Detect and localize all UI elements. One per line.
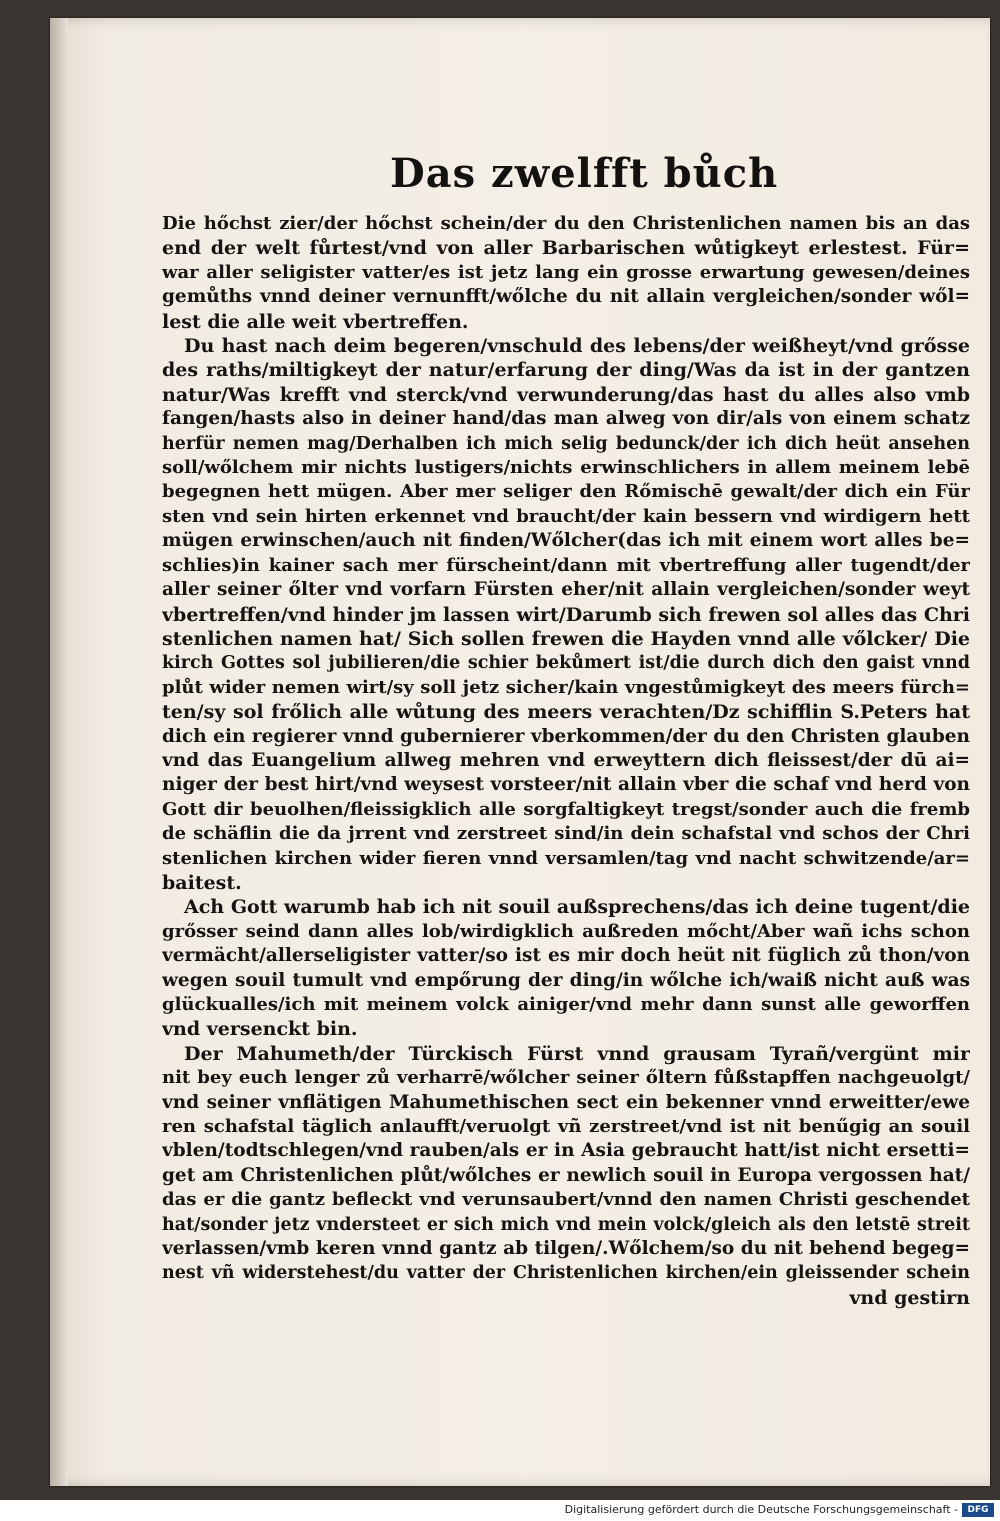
- text-line: mügen erwinschen/auch nit finden/Wőlcher(das ich mit einem wort alles be=: [162, 530, 970, 552]
- text-line: nest vñ widerstehest/du vatter der Christenlichen kirchen/ein gleissender schein: [162, 1263, 970, 1284]
- text-line: soll/wőlchem mir nichts lustigers/nichts erwinschlichers in allem meinem lebē: [162, 457, 970, 479]
- text-line: de schäflin die da jrrent vnd zerstreet sind/in dein schafstal vnd schos der Chri: [162, 823, 970, 845]
- footer-bar: [0, 1500, 1000, 1521]
- text-line: Du hast nach deim begeren/vnschuld des lebens/der weißheyt/vnd grősse: [184, 335, 970, 358]
- text-line: des raths/miltigkeyt der natur/erfarung der ding/Was da ist in der gantzen: [162, 359, 970, 382]
- text-line: hat/sonder jetz vndersteet er sich mich vnd mein volck/gleich als den letstē streit: [162, 1214, 970, 1235]
- text-line: vnd das Euangelium allweg mehren vnd erweyttern dich fleissest/der dū ai=: [162, 749, 970, 771]
- text-line: niger der best hirt/vnd weysest vorsteer/nit allain vber die schaf vnd herd von: [162, 774, 970, 796]
- text-line: schlies)in kainer sach mer fürscheint/dann mit vbertreffung aller tugendt/der: [162, 554, 970, 576]
- text-line: lest die alle weit vbertreffen.: [162, 310, 469, 333]
- text-line: vermächt/allerseligister vatter/so ist es mir doch heüt nit füglich zů thon/von: [162, 945, 970, 967]
- text-line: stenlichen kirchen wider fieren vnnd versamlen/tag vnd nacht schwitzende/ar=: [162, 847, 970, 869]
- text-line: sten vnd sein hirten erkennet vnd braucht/der kain bessern vnd wirdigern hett: [162, 505, 970, 527]
- text-line: end der welt fůrtest/vnd von aller Barbarischen wůtigkeyt erlestest. Für=: [162, 237, 970, 260]
- page-title: Das zwelfft bůch: [390, 150, 779, 197]
- text-line: glückualles/ich mit meinem volck ainiger/vnd mehr dann sunst alle geworffen: [162, 994, 970, 1015]
- text-line: begegnen hett mügen. Aber mer seliger den Rőmischē gewalt/der dich ein Für: [162, 481, 970, 503]
- text-line: ten/sy sol frőlich alle wůtung des meers verachten/Dz schifflin S.Peters hat: [162, 701, 970, 724]
- text-line: vblen/todtschlegen/vnd rauben/als er in Asia gebraucht hatt/ist nicht ersetti=: [162, 1140, 970, 1162]
- page-gutter: [50, 18, 68, 1486]
- text-line: dich ein regierer vnnd gubernierer vberkommen/der du den Christen glauben: [162, 725, 970, 747]
- text-line: stenlichen namen hat/ Sich sollen frewen die Hayden vnnd alle vőlcker/ Die: [162, 627, 970, 650]
- footer-credit: Digitalisierung gefördert durch die Deutsche Forschungsgemeinschaft -: [564, 1503, 958, 1516]
- text-line: Der Mahumeth/der Türckisch Fürst vnnd grausam Tyrañ/vergünt mir: [184, 1042, 970, 1065]
- dfg-logo: DFG: [962, 1503, 994, 1517]
- text-line: aller seiner őlter vnd vorfarn Fürsten eher/nit allain vergleichen/sonder weyt: [162, 579, 970, 601]
- text-line: verlassen/vmb keren vnnd gantz ab tilgen/.Wőlchem/so du nit behend begeg=: [162, 1238, 970, 1260]
- text-line: das er die gantz befleckt vnd verunsaubert/vnnd den namen Christi geschendet: [162, 1189, 970, 1211]
- text-line: Die hőchst zier/der hőchst schein/der du den Christenlichen namen bis an das: [162, 213, 970, 234]
- text-line: vnd versenckt bin.: [162, 1018, 358, 1041]
- body-text: [162, 212, 970, 1310]
- text-line: get am Christenlichen plůt/wőlches er newlich souil in Europa vergossen hat/: [162, 1164, 970, 1186]
- text-line: vbertreffen/vnd hinder jm lassen wirt/Darumb sich frewen sol alles das Chri: [162, 603, 970, 626]
- text-line: plůt wider nemen wirt/sy soll jetz sicher/kain vngestůmigkeyt des meers fürch=: [162, 676, 970, 698]
- text-line: natur/Was krefft vnd sterck/vnd verwunderung/das hast du alles also vmb: [162, 383, 970, 406]
- text-line: Ach Gott warumb hab ich nit souil außsprechens/das ich deine tugent/die: [184, 896, 970, 919]
- text-line: fangen/hasts also in deiner hand/das man alweg von dir/als von einem schatz: [162, 408, 970, 430]
- text-line: wegen souil tumult vnd empőrung der ding/in wőlche ich/waiß nicht auß was: [162, 969, 970, 991]
- text-line: ren schafstal täglich anlaufft/veruolgt vñ zerstreet/vnd ist nit benűgig an souil: [162, 1116, 970, 1138]
- text-line: vnd seiner vnflätigen Mahumethischen sect ein bekenner vnnd erweitter/ewe: [162, 1091, 970, 1113]
- text-line: Gott dir beuolhen/fleissigklich alle sorgfaltigkeyt tregst/sonder auch die fremb: [162, 798, 970, 820]
- text-line: kirch Gottes sol jubilieren/die schier bekůmert ist/die durch dich den gaist vnnd: [162, 653, 970, 674]
- text-line: herfür nemen mag/Derhalben ich mich selig bedunck/der ich dich heüt ansehen: [162, 433, 970, 454]
- text-line: gemůths vnnd deiner vernunfft/wőlche du nit allain vergleichen/sonder wől=: [162, 286, 970, 308]
- text-line: war aller seligister vatter/es ist jetz lang ein grosse erwartung gewesen/deines: [162, 261, 970, 283]
- text-line: vnd gestirn: [849, 1286, 970, 1309]
- text-line: baitest.: [162, 871, 242, 894]
- text-line: nit bey euch lenger zů verharrē/wőlcher seiner őltern fůßstapffen nachgeuolgt/: [162, 1067, 970, 1089]
- text-line: grősser seind dann alles lob/wirdigklich außreden mőcht/Aber wañ ichs schon: [162, 920, 970, 942]
